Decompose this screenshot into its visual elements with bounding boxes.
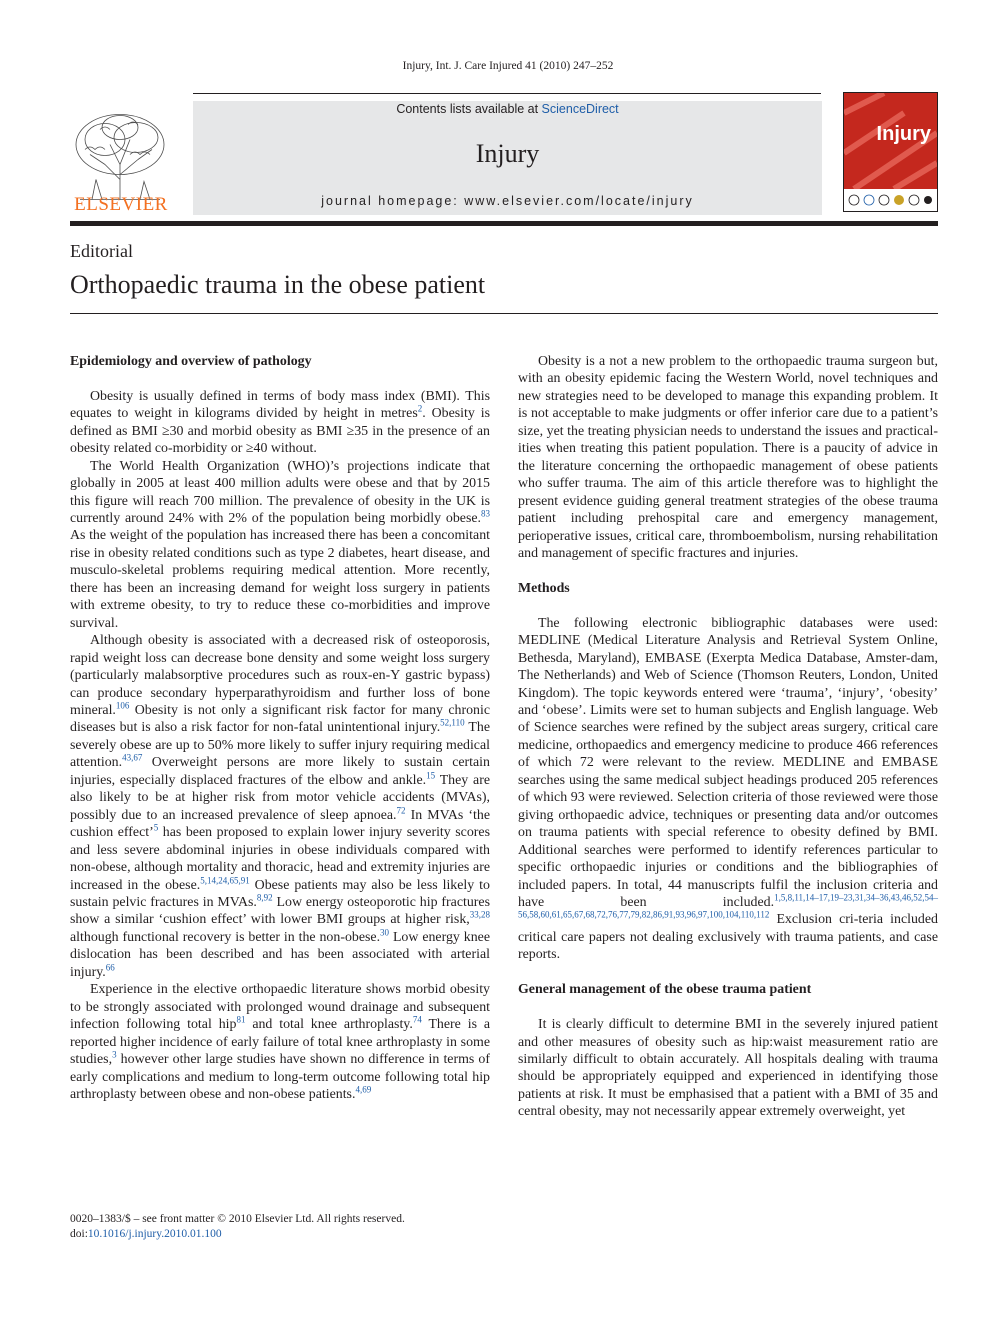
citation-ref[interactable]: 5 [153, 822, 159, 833]
text-run: Although obesity is associated with a decreased risk of osteoporosis, rapid weight loss can decrease bone density and some weight loss surgery (particularly malabsorptive procedures such as roux-en-Y gastric bypass) can produce secondary hyperparathyroidism and further loss of bone mineral. [70, 633, 490, 718]
citation-ref[interactable]: 8,92 [256, 892, 273, 903]
citation-ref[interactable]: 81 [236, 1014, 246, 1025]
citation-ref[interactable]: 106 [115, 700, 130, 711]
text-run: Overweight persons are more likely to sustain certain injuries, especially displaced fractures of the elbow and ankle. [70, 755, 490, 788]
citation-ref[interactable]: 15 [426, 770, 436, 781]
journal-name: Injury [475, 139, 540, 168]
cover-title: Injury [876, 123, 931, 145]
citation-ref[interactable]: 52,110 [440, 717, 465, 728]
citation-ref[interactable]: 83 [481, 508, 490, 519]
citation-ref[interactable]: 72 [396, 805, 406, 816]
paragraph [70, 632, 490, 981]
left-column [70, 353, 490, 1103]
text-run: There is a reported higher incidence of early failure of total knee arthroplasty in some studies, [70, 1017, 491, 1068]
sciencedirect-link[interactable]: ScienceDirect [541, 102, 619, 116]
citation-ref[interactable]: 74 [412, 1014, 422, 1025]
cover-society-logos-icon [844, 189, 937, 211]
paragraph: Obesity is a not a new problem to the orthopaedic trauma surgeon but, with an obesity epidemic facing the Western World, novel techniques and new strategies need to be developed to manage this expanding problem. It is not acceptable to make judgments or offer inferior care due to a patient’s size, yet the treating physician needs to understand the issues and practical-ities when treating this patient population. There is a paucity of advice in the literature concerning the orthopaedic management of obese patients who suffer trauma. The aim of this article therefore was to highlight the present evidence guiding general treatment strategies of the obese trauma patient including prehospital care and emergency management, perioperative issues, critical care, thromboembolism, nursing rehabilitation and management of specific fractures and injuries. [518, 354, 938, 561]
paragraph [518, 615, 938, 964]
spacer [518, 562, 938, 579]
doi-prefix: doi: [70, 1228, 88, 1240]
contents-prefix: Contents lists available at [396, 102, 542, 116]
doi-line [70, 1227, 405, 1242]
text-run: The World Health Organization (WHO)’s projections indicate that globally in 2005 at least 400 million adults were obese and that by 2015 this figure will reach 700 million. The prevalence of obesity in the UK is currently around 24% with 2% of the population being morbidly obese. [70, 458, 490, 527]
section-heading-methods: Methods [518, 580, 570, 596]
text-run: Exclusion cri-teria included critical care papers not dealing exclusively with trauma patients, and case reports. [518, 912, 938, 963]
header-top-rule [193, 93, 821, 94]
text-run: Low energy osteoporotic hip fractures show a similar ‘cushion effect’ with lower BMI groups at higher risk, [70, 894, 490, 928]
right-column [518, 353, 938, 1121]
paragraph [70, 388, 490, 458]
text-run: As the weight of the population has increased there has been a concomitant rise in obesity related conditions such as type 2 diabetes, heart disease, and musculo-skeletal problems requiring medical attention. More recently, there has been an increasing demand for weight loss surgery in patients with extreme obesity, to try to reduce these co-morbidities and improve survival. [70, 528, 490, 631]
doi-link[interactable]: 10.1016/j.injury.2010.01.100 [87, 1228, 222, 1240]
paragraph: It is clearly difficult to determine BMI in the severely injured patient and other measures of obesity such as hip:waist measurement ratio are similarly difficult to obtain accurately. All hospitals dealing with trauma should be appropriately equipped and experienced in identifying those patients at risk. It must be emphasised that a patient with a BMI of 35 and central obesity, may not necessarily appear extremely overweight, yet [518, 1017, 938, 1120]
section-heading-general-management: General management of the obese trauma patient [518, 982, 812, 998]
text-run: Obesity is usually defined in terms of body mass index (BMI). This equates to weight in kilograms divided by height in metres [70, 388, 490, 422]
text-run: Experience in the elective orthopaedic literature shows morbid obesity to be strongly associated with prolonged wound drainage and subsequent infection following total hip [70, 982, 490, 1033]
elsevier-wordmark: ELSEVIER [74, 194, 168, 215]
spacer [518, 964, 938, 981]
journal-citation: Injury, Int. J. Care Injured 41 (2010) 247–252 [402, 60, 614, 72]
citation-ref[interactable]: 4,69 [355, 1084, 372, 1095]
journal-cover-thumbnail [843, 92, 938, 212]
text-run: Low energy knee dislocation has been described and has been associated with arterial injury. [70, 929, 490, 980]
text-run: has been proposed to explain lower injury severity scores and less severe abdominal injuries in obese individuals compared with non-obese, although mortality and thoracic, head and extremity injuries are increased in the obese. [70, 825, 490, 893]
citation-ref[interactable]: 5,14,24,65,91 [200, 874, 250, 885]
cover-red-panel [844, 93, 937, 189]
section-heading-epidemiology: Epidemiology and overview of pathology [70, 354, 312, 369]
journal-homepage[interactable]: journal homepage: www.elsevier.com/locate/injury [321, 194, 694, 208]
citation-ref[interactable]: 66 [105, 962, 115, 973]
citation-ref[interactable]: 1,5,8,11,14–17,19–23,31,34–36,43,46,52,54–56,58,60,61,65,67,68,72,76,77,79,82,86,91,93,96,97,100,104,110,112 [518, 892, 938, 920]
article-title: Orthopaedic trauma in the obese patient [70, 270, 486, 299]
title-rule [70, 313, 938, 314]
citation-ref[interactable]: 3 [112, 1049, 117, 1060]
text-run: and total knee arthroplasty. [245, 1017, 413, 1033]
paragraph [70, 458, 490, 633]
text-run: The following electronic bibliographic databases were used: MEDLINE (Medical Literature Analysis and Retrieval System Online, Bethesda, Maryland), EMBASE (Exerpta Medica Database, Amster-dam, The Netherlands) and Web of Science (Thomson Reuters, London, United Kingdom). The topic keywords entered were ‘trauma’, ‘injury’, ‘obesity’ and ‘obese’. Limits were set to human subjects and English language. Web of Science searches were refined by the subject areas surgery, critical care medicine, orthopaedics and emergency medicine to produce 466 references of which 72 were relevant to the review. MEDLINE and EMBASE searches using the same medical subject headings produced 205 references of which 93 were reviewed. Selection criteria of those reviewed were those giving orthopaedic advice, techniques or presenting data and/or outcomes on trauma patients with special reference to obesity defined by BMI. Additional searches were performed to identify references particular to specific orthopaedic injuries or conditions and the bibliographies of included papers. In total, 44 manuscripts fulfil the inclusion criteria and have been included. [518, 615, 938, 910]
citation-ref[interactable]: 30 [380, 927, 390, 938]
header-thick-rule [70, 221, 938, 226]
article-section-type: Editorial [70, 241, 133, 261]
text-run: The severely obese are up to 50% more likely to suffer injury requiring medical attention. [70, 720, 490, 771]
citation-ref[interactable]: 2 [417, 403, 423, 414]
text-run: however other large studies have shown no difference in terms of early complications and medium to long-term outcome following total hip arthroplasty between obese and non-obese patients. [70, 1052, 490, 1102]
citation-ref[interactable]: 33,28 [469, 909, 490, 920]
text-run: In MVAs ‘the cushion effect’ [70, 807, 490, 841]
contents-line [193, 102, 822, 116]
copyright-line: 0020–1383/$ – see front matter © 2010 Elsevier Ltd. All rights reserved. [70, 1213, 405, 1225]
page-footer [70, 1212, 405, 1242]
paragraph [70, 981, 490, 1103]
text-run: although functional recovery is better in the non-obese. [70, 929, 381, 945]
text-run: Obese patients may also be less likely to sustain pelvic fractures in MVAs. [70, 877, 490, 910]
text-run: They are also likely to be at higher risk from motor vehicle accidents (MVAs), possibly due to an increased prevalence of sleep apnoea. [70, 772, 490, 823]
citation-ref[interactable]: 43,67 [122, 752, 143, 763]
text-run: Obesity is not only a significant risk factor for many chronic diseases but is also a risk factor for non-fatal unintentional injury. [70, 703, 490, 736]
text-run: . Obesity is defined as BMI ≥30 and morbid obesity as BMI ≥35 in the presence of an obesity related co-morbidity or ≥40 without. [70, 406, 490, 457]
